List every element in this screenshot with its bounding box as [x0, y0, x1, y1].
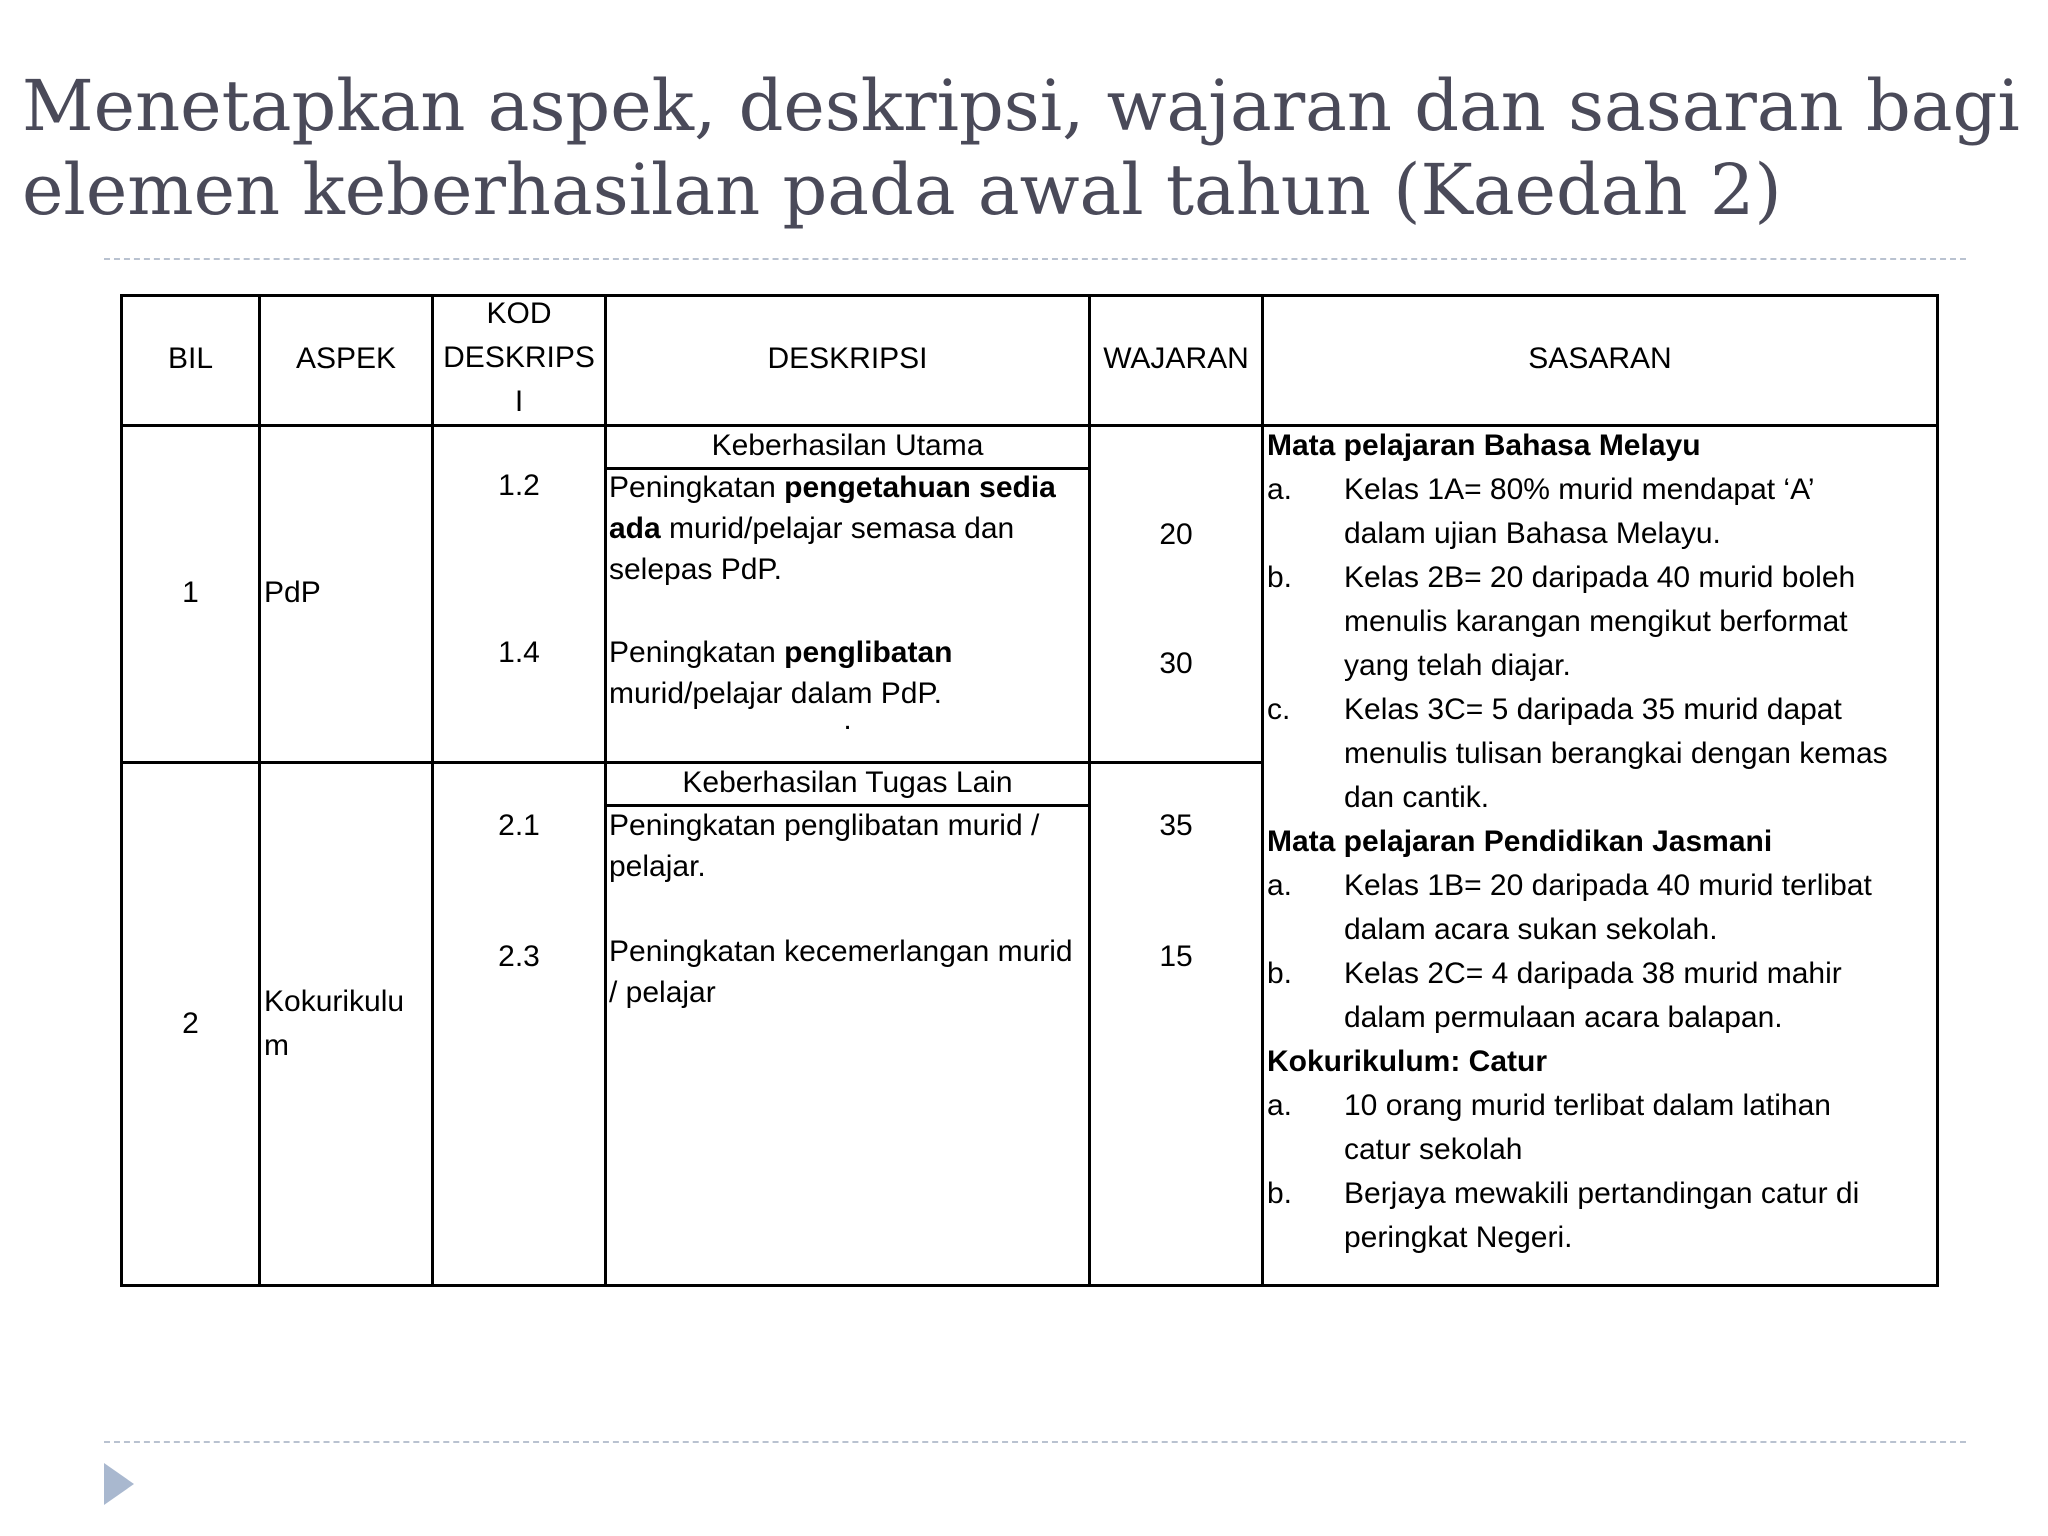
- row-1-item-1-kod: 1.2: [498, 469, 540, 502]
- col-rule-1: [258, 294, 261, 1287]
- desc-text: murid/pelajar semasa dan: [660, 512, 1015, 545]
- row-1-item-2-kod: 1.4: [498, 636, 540, 669]
- keberhasilan-table: [120, 294, 1939, 1287]
- play-arrow-icon: [104, 1463, 134, 1505]
- sasaran-item-text: Kelas 1A= 80% murid mendapat ‘A’: [1344, 473, 1815, 506]
- row-2-item-2-kod: 2.3: [498, 940, 540, 973]
- sasaran-item-text: catur sekolah: [1344, 1133, 1523, 1166]
- sasaran-item-text: Berjaya mewakili pertandingan catur di: [1344, 1177, 1860, 1210]
- sasaran-item-text: Kelas 3C= 5 daripada 35 murid dapat: [1344, 693, 1842, 726]
- desc-text: Peningkatan: [609, 636, 785, 669]
- row-2-item-1-desc-line-1: Peningkatan penglibatan murid /: [609, 809, 1040, 842]
- sasaran-item-text: Kelas 2C= 4 daripada 38 murid mahir: [1344, 957, 1842, 990]
- sasaran-heading-kokurikulum-catur: Kokurikulum: Catur: [1267, 1045, 1548, 1078]
- row-1-aspek: PdP: [264, 576, 321, 609]
- row-1-bil: 1: [182, 576, 199, 609]
- sasaran-marker: a.: [1267, 869, 1293, 902]
- table-border-left: [120, 294, 123, 1287]
- sasaran-item-text: dalam acara sukan sekolah.: [1344, 913, 1718, 946]
- header-wajaran: WAJARAN: [1103, 342, 1249, 375]
- sasaran-item-text: Kelas 2B= 20 daripada 40 murid boleh: [1344, 561, 1856, 594]
- row-2-item-1-desc-line-2: pelajar.: [609, 850, 706, 883]
- row-1-item-1-desc-line-3: selepas PdP.: [609, 553, 782, 586]
- sasaran-item-text: 10 orang murid terlibat dalam latihan: [1344, 1089, 1831, 1122]
- col-rule-2: [431, 294, 434, 1287]
- row-2-aspek-line-1: Kokurikulu: [264, 985, 405, 1018]
- header-kod-line-3: I: [514, 385, 524, 418]
- row-2-item-2-desc-line-2: / pelajar: [609, 976, 716, 1009]
- row-1-item-2-desc-line-2: murid/pelajar dalam PdP.: [609, 677, 942, 710]
- sasaran-marker: c.: [1267, 693, 1291, 726]
- header-sasaran: SASARAN: [1528, 342, 1672, 375]
- sasaran-marker: b.: [1267, 561, 1293, 594]
- col-rule-5: [1261, 294, 1264, 1287]
- row-1-item-1-wajaran: 20: [1159, 518, 1193, 551]
- col-rule-4: [1088, 294, 1091, 1287]
- row-2-item-1-kod: 2.1: [498, 809, 540, 842]
- sasaran-item-text: menulis tulisan berangkai dengan kemas: [1344, 737, 1888, 770]
- slide-title-line-2: elemen keberhasilan pada awal tahun (Kaedah 2): [22, 149, 1782, 231]
- sasaran-marker: b.: [1267, 957, 1293, 990]
- sasaran-item-text: dalam ujian Bahasa Melayu.: [1344, 517, 1721, 550]
- row-1-item-2-wajaran: 30: [1159, 647, 1193, 680]
- row-2-aspek-line-2: m: [264, 1029, 289, 1062]
- header-bil: BIL: [167, 342, 214, 375]
- row-2-item-2-wajaran: 15: [1159, 940, 1193, 973]
- table-border-bottom: [120, 1284, 1939, 1287]
- sasaran-item-text: dalam permulaan acara balapan.: [1344, 1001, 1783, 1034]
- desc-bold-text: pengetahuan sedia: [784, 471, 1056, 504]
- sasaran-heading-pendidikan-jasmani: Mata pelajaran Pendidikan Jasmani: [1267, 825, 1773, 858]
- sasaran-item-text: dan cantik.: [1344, 781, 1490, 814]
- row-1-item-2-desc-line-3: .: [843, 703, 852, 736]
- slide-title-line-1: Menetapkan aspek, deskripsi, wajaran dan sasaran bagi: [22, 65, 2020, 147]
- sasaran-marker: a.: [1267, 1089, 1293, 1122]
- table-border-top: [120, 294, 1939, 297]
- desc-bold-text: penglibatan: [784, 636, 953, 669]
- bottom-divider: [104, 1441, 1966, 1443]
- header-deskripsi: DESKRIPSI: [767, 342, 928, 375]
- sasaran-marker: b.: [1267, 1177, 1293, 1210]
- row-2-item-1-wajaran: 35: [1159, 809, 1193, 842]
- row-1-item-2-desc-line-1: [609, 631, 952, 675]
- header-kod-line-1: KOD: [486, 297, 552, 330]
- sasaran-item-text: Kelas 1B= 20 daripada 40 murid terlibat: [1344, 869, 1872, 902]
- table-border-right: [1936, 294, 1939, 1287]
- sasaran-item-text: menulis karangan mengikut berformat: [1344, 605, 1848, 638]
- desc-bold-text: ada: [609, 512, 661, 545]
- slide-title: [22, 64, 2022, 232]
- sasaran-heading-bahasa-melayu: Mata pelajaran Bahasa Melayu: [1267, 429, 1701, 462]
- sasaran-item-text: peringkat Negeri.: [1344, 1221, 1573, 1254]
- row-2-bil: 2: [182, 1007, 199, 1040]
- row-2-item-2-desc-line-1: Peningkatan kecemerlangan murid: [609, 935, 1073, 968]
- desc-text: Peningkatan: [609, 471, 785, 504]
- header-kod-line-2: DESKRIPS: [443, 341, 595, 374]
- sasaran-item-text: yang telah diajar.: [1344, 649, 1571, 682]
- row-2-section-label: Keberhasilan Tugas Lain: [682, 766, 1013, 799]
- row-1-section-label: Keberhasilan Utama: [711, 429, 984, 462]
- row-1-item-1-desc-line-1: [609, 466, 1056, 510]
- row-1-item-1-desc-line-2: [609, 507, 1014, 551]
- top-divider: [104, 258, 1966, 260]
- header-aspek: ASPEK: [295, 342, 397, 375]
- sasaran-marker: a.: [1267, 473, 1293, 506]
